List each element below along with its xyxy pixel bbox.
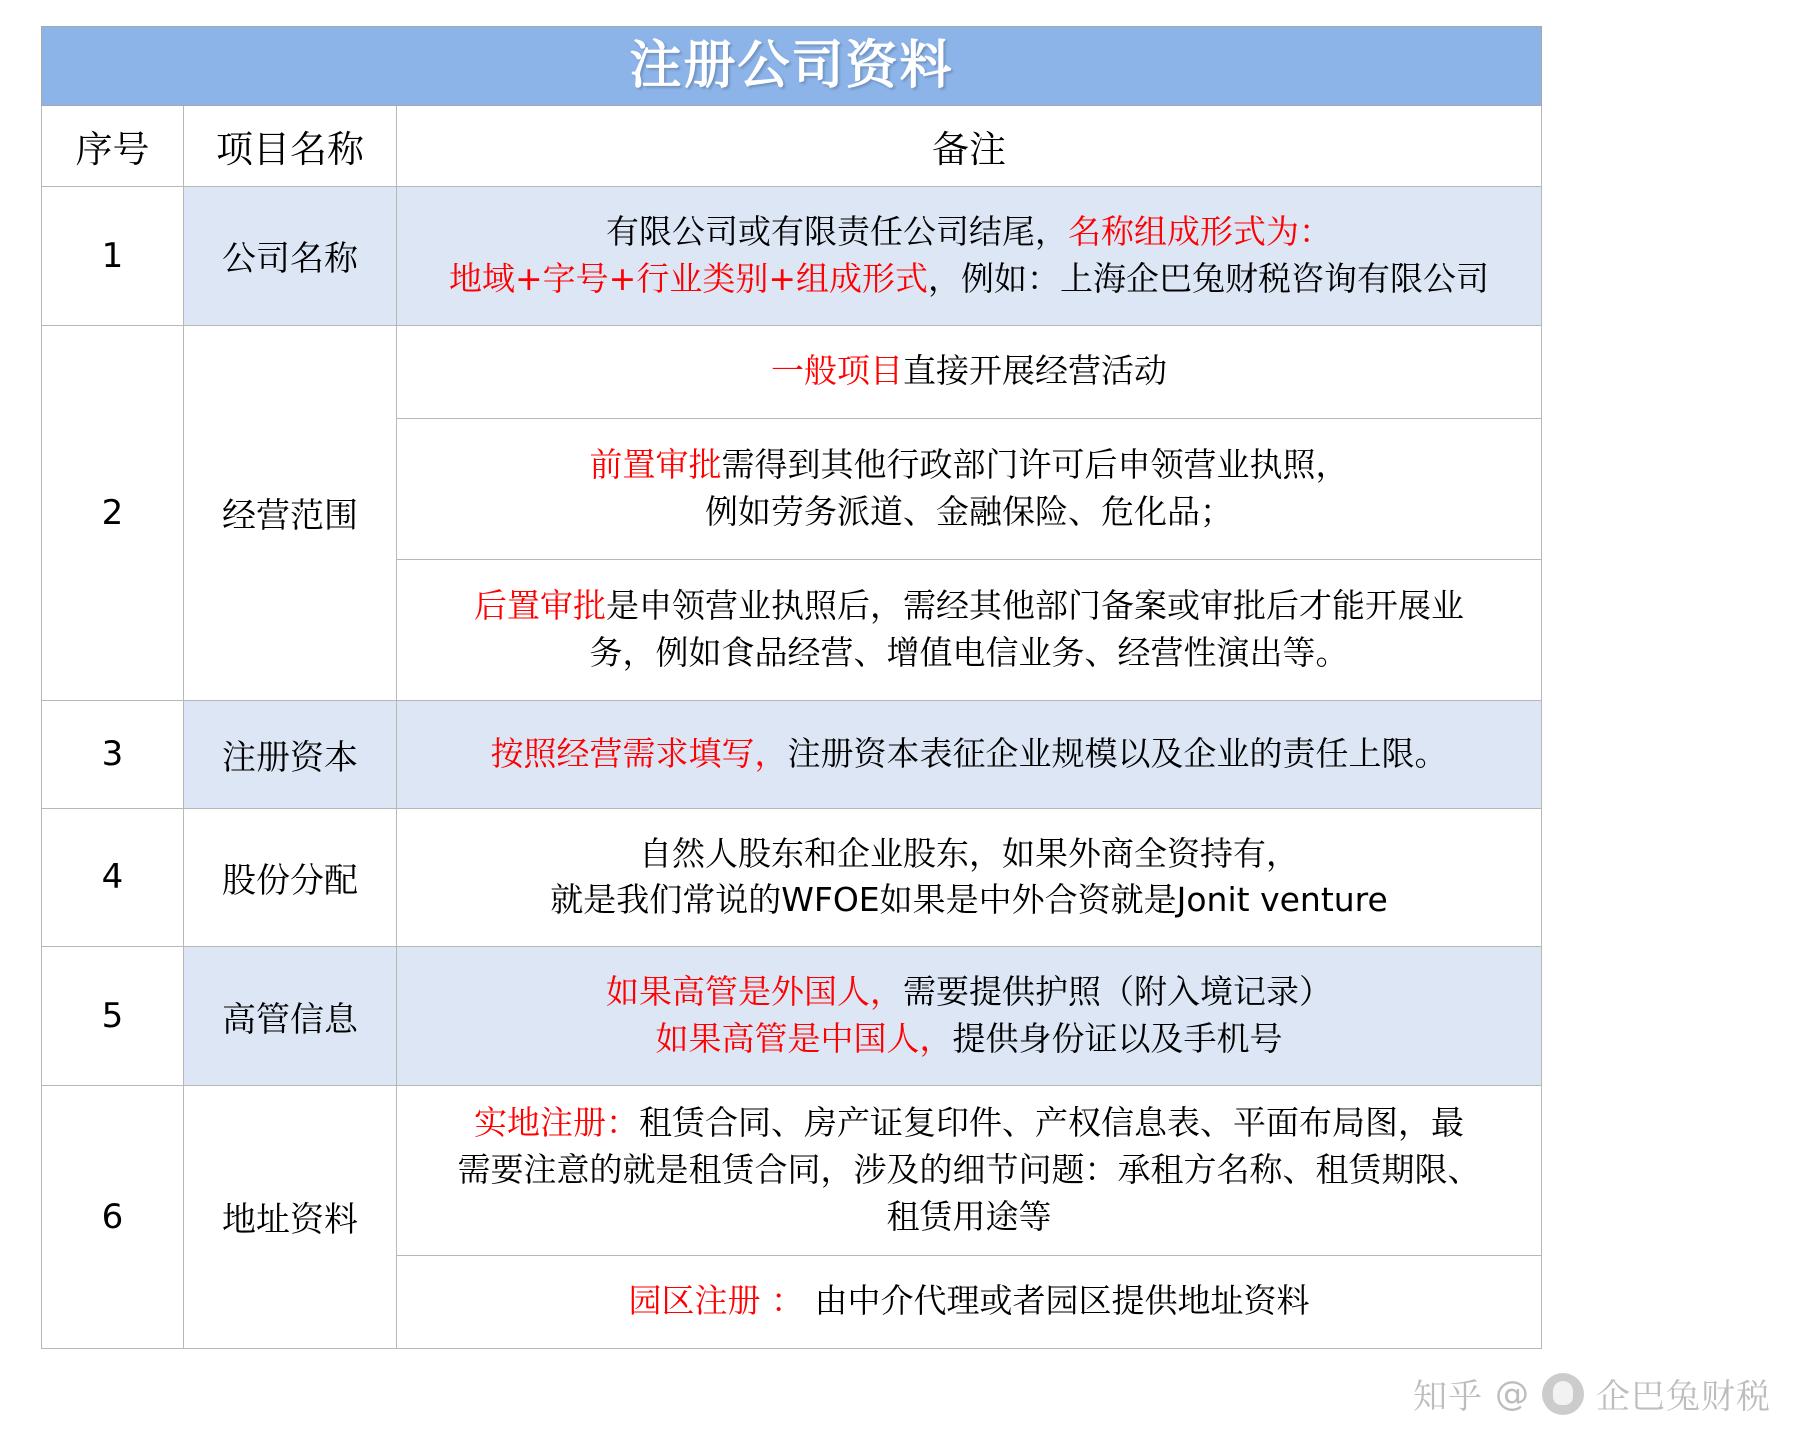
row-index-cell: 4 [42,808,184,947]
row-note-cell [397,808,1542,947]
note-sub-cell [397,1086,1541,1255]
note-line [397,209,1541,256]
emphasis-text: 按照经营需求填写， [490,733,788,773]
note-sub-cell [397,559,1541,700]
row-index-cell: 5 [42,947,184,1086]
table-row [42,947,1542,1086]
note-line [397,969,1541,1016]
body-text: 租赁合同、房产证复印件、产权信息表、平面布局图，最 [639,1103,1465,1143]
row-index-cell: 2 [42,325,184,700]
emphasis-text: 实地注册： [474,1103,640,1143]
emphasis-text: 园区注册 ： [628,1281,805,1321]
body-text: 务，例如食品经营、增值电信业务、经营性演出等。 [589,632,1349,672]
body-text: 自然人股东和企业股东，如果外商全资持有， [639,833,1300,873]
table-row [42,700,1542,808]
body-text: 直接开展经营活动 [903,351,1168,391]
body-text: 提供身份证以及手机号 [952,1019,1283,1059]
body-text: 是申领营业执照后，需经其他部门备案或审批后才能开展业 [606,585,1465,625]
note-sub-cell [397,326,1541,419]
note-sub-table [397,326,1541,700]
watermark-account: 企巴兔财税 [1596,1377,1771,1417]
table-body [42,27,1542,187]
note-line [397,731,1541,778]
body-text: 由中介代理或者园区提供地址资料 [804,1281,1310,1321]
emphasis-text: 名称组成形式为： [1068,212,1333,251]
emphasis-text: 如果高管是中国人， [655,1019,953,1059]
row-item-name-cell: 股份分配 [184,808,397,947]
column-header-name: 项目名称 [184,106,397,187]
body-text: 租赁用途等 [886,1196,1052,1236]
emphasis-text: 前置审批 [589,444,722,484]
body-text: 有限公司或有限责任公司结尾， [606,212,1069,251]
table-row [42,187,1542,326]
emphasis-text: 地域+字号+行业类别+组成形式 [449,258,928,298]
row-index-cell: 1 [42,187,184,326]
body-text: 注册资本表征企业规模以及企业的责任上限。 [787,733,1448,773]
title-row [42,27,1542,106]
note-line [411,489,1527,536]
document-title-cell [42,27,1542,106]
note-line [411,1100,1527,1147]
note-sub-table [397,1086,1541,1348]
note-sub-cell [397,1255,1541,1348]
row-note-cell [397,700,1542,808]
note-line [411,442,1527,489]
note-sub-row [397,1255,1541,1348]
watermark [1413,1369,1771,1418]
row-index-cell: 3 [42,700,184,808]
row-item-name-cell: 地址资料 [184,1086,397,1349]
body-text: 需得到其他行政部门许可后申领营业执照， [721,444,1349,484]
row-note-cell [397,1086,1542,1349]
row-item-name-cell: 经营范围 [184,325,397,700]
note-sub-row [397,559,1541,700]
data-rows-host [42,187,1542,1349]
body-text: 需要注意的就是租赁合同，涉及的细节问题：承租方名称、租赁期限、 [457,1149,1481,1189]
registration-requirements-table [41,26,1542,1349]
watermark-logo-icon [1542,1373,1584,1415]
note-line [397,831,1541,878]
note-line [411,1194,1527,1241]
body-text: ，例如：上海企巴兔财税咨询有限公司 [927,258,1489,298]
note-line [411,583,1527,630]
body-text: 需要提供护照（附入境记录） [903,972,1333,1012]
note-sub-row [397,326,1541,419]
note-line [397,1016,1541,1063]
table-row [42,808,1542,947]
note-sub-row [397,418,1541,559]
note-line [397,877,1541,924]
emphasis-text: 如果高管是外国人， [606,972,904,1012]
note-line [411,1278,1527,1325]
table-row [42,325,1542,700]
note-line [411,1147,1527,1194]
watermark-separator: @ [1495,1373,1530,1414]
page-title: 注册公司资料 [629,36,954,96]
emphasis-text: 后置审批 [474,585,607,625]
row-index-cell: 6 [42,1086,184,1349]
note-line [411,348,1527,395]
body-text: 例如劳务派道、金融保险、危化品； [705,491,1234,531]
note-line [397,256,1541,303]
row-note-cell [397,187,1542,326]
column-header-no: 序号 [42,106,184,187]
row-item-name-cell: 公司名称 [184,187,397,326]
body-text: 就是我们常说的WFOE如果是中外合资就是Jonit venture [550,880,1388,920]
row-item-name-cell: 注册资本 [184,700,397,808]
watermark-platform: 知乎 [1413,1377,1483,1417]
row-note-cell [397,947,1542,1086]
row-item-name-cell: 高管信息 [184,947,397,1086]
note-sub-row [397,1086,1541,1255]
note-sub-cell [397,418,1541,559]
row-note-cell [397,325,1542,700]
header-row [42,106,1542,187]
note-line [411,630,1527,677]
table-row [42,1086,1542,1349]
column-header-note: 备注 [397,106,1542,187]
emphasis-text: 一般项目 [771,351,904,391]
